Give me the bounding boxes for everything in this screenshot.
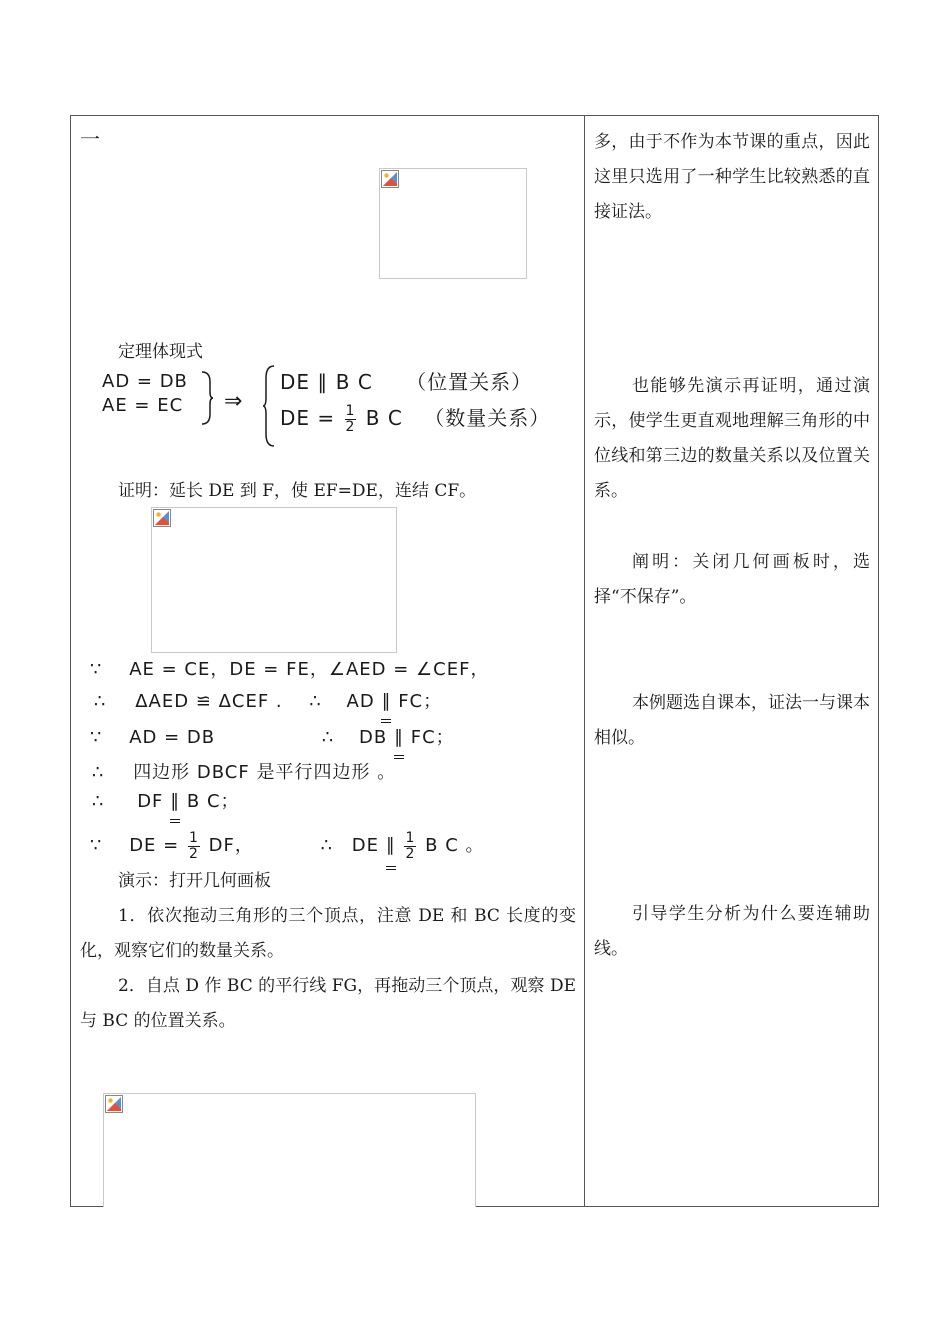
proof-line-6: ∵ DE = $\frac{1}{2}$ DF， ∴ DE ∥ $\frac{1}{2}$ B C 。 — [90, 826, 485, 866]
note-demo-first: 也能够先演示再证明，通过演示，使学生更直观地理解三角形的中位线和第三边的数量关系以及位置关系。 — [594, 376, 870, 501]
proof-intro: 证明：延长 DE 到 F，使 EF=DE，连结 CF。 — [118, 481, 477, 501]
theorem-premises — [102, 370, 188, 418]
half-fraction: $\frac{1}{2}$ — [345, 403, 356, 435]
right-brace-icon — [200, 370, 214, 426]
left-brace-icon — [262, 364, 276, 448]
proof-line-5: ∴ DF ∥ B C； — [92, 784, 240, 819]
result-2: DE = $\frac{1}{2}$ B C （数量关系） — [280, 403, 551, 435]
implies-arrow: ⇒ — [224, 389, 244, 414]
premise-2: AE = EC — [102, 395, 184, 416]
parallel-equal-symbol: ∥ — [386, 826, 396, 866]
half-fraction: $\frac{1}{2}$ — [405, 829, 416, 862]
premise-1: AD = DB — [102, 371, 188, 392]
quantity-relation-note: （数量关系） — [424, 406, 551, 430]
figure-placeholder-2 — [151, 507, 397, 653]
broken-image-icon — [381, 170, 399, 188]
proof-line-2: ∴ ΔAED ≌ ΔCEF . ∴ AD ∥ FC； — [94, 684, 442, 719]
note-proof-choice: 多，由于不作为本节课的重点，因此这里只选用了一种学生比较熟悉的直接证法。 — [594, 132, 870, 222]
proof-line-4: ∴ 四边形 DBCF 是平行四边形 。 — [92, 762, 397, 783]
demo-step-1: 1．依次拖动三角形的三个顶点，注意 DE 和 BC 长度的变化，观察它们的数量关系。 — [80, 906, 576, 961]
note-close-geometry: 阐明：关闭几何画板时，选择“不保存”。 — [594, 552, 870, 607]
broken-image-icon — [105, 1095, 123, 1113]
result-1: DE ∥ B C （位置关系） — [280, 370, 533, 394]
theorem-label: 定理体现式 — [118, 342, 203, 362]
note-auxiliary-line: 引导学生分析为什么要连辅助线。 — [594, 904, 870, 959]
parallel-equal-symbol: ∥ — [170, 784, 180, 819]
column-divider — [584, 115, 585, 1207]
broken-image-icon — [153, 509, 171, 527]
section-heading: 一 — [80, 127, 100, 151]
proof-line-3: ∵ AD = DB ∴ DB ∥ FC； — [90, 720, 455, 755]
half-fraction: $\frac{1}{2}$ — [188, 829, 199, 862]
figure-placeholder-1 — [379, 168, 527, 279]
parallel-equal-symbol: ∥ — [381, 684, 391, 719]
note-textbook-example: 本例题选自课本，证法一与课本相似。 — [594, 693, 870, 748]
demo-title: 演示：打开几何画板 — [118, 871, 271, 891]
figure-placeholder-3 — [103, 1093, 476, 1207]
position-relation-note: （位置关系） — [406, 370, 533, 394]
parallel-equal-symbol: ∥ — [394, 720, 404, 755]
demo-step-2: 2．自点 D 作 BC 的平行线 FG，再拖动三个顶点，观察 DE 与 BC 的位置关系。 — [80, 976, 576, 1031]
proof-line-1: ∵ AE = CE，DE = FE，∠AED = ∠CEF， — [90, 659, 490, 680]
